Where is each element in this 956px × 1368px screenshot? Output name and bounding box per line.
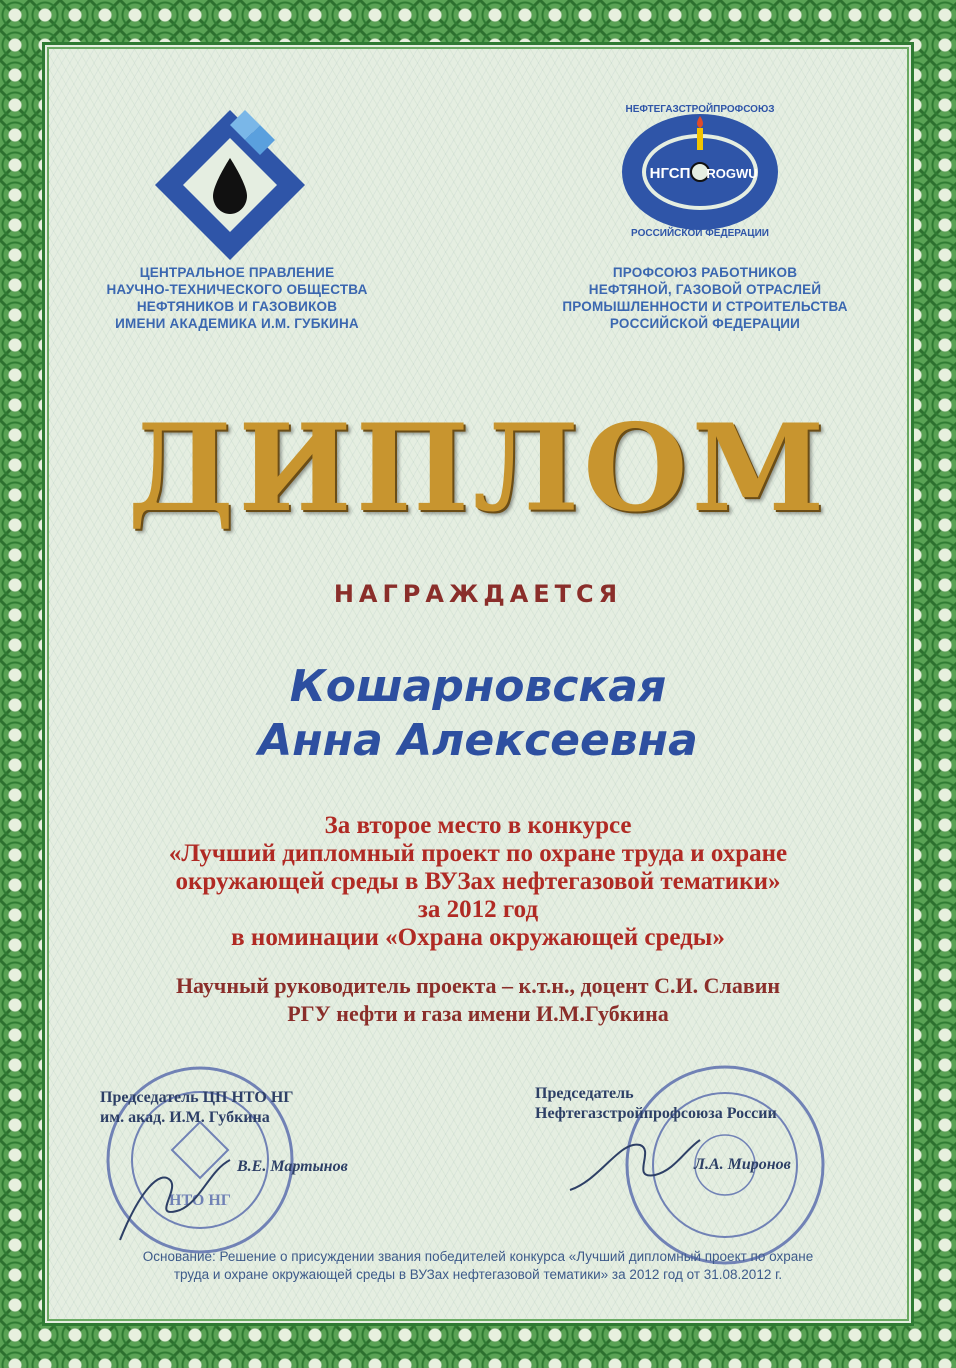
org-right-line: ПРОФСОЮЗ РАБОТНИКОВ xyxy=(612,265,798,280)
recipient-name xyxy=(0,660,956,768)
signatory-left xyxy=(100,1088,400,1128)
signatory-right xyxy=(535,1084,875,1124)
basis-note xyxy=(60,1248,896,1284)
org-left-line: ИМЕНИ АКАДЕМИКА И.М. ГУБКИНА xyxy=(115,316,359,331)
nto-ng-logo-icon xyxy=(145,100,315,270)
org-right-line: РОССИЙСКОЙ ФЕДЕРАЦИИ xyxy=(609,316,801,331)
org-left-name xyxy=(72,264,402,332)
basis-line: труда и охране окружающей среды в ВУЗах нефтегазовой тематики» за 2012 год от 31.08.2012 г. xyxy=(173,1267,783,1282)
signatory-right-name: Л.А. Миронов xyxy=(694,1156,791,1173)
org-left-line: НЕФТЯНИКОВ И ГАЗОВИКОВ xyxy=(136,299,338,314)
org-left-line: ЦЕНТРАЛЬНОЕ ПРАВЛЕНИЕ xyxy=(139,265,335,280)
award-reason xyxy=(60,812,896,952)
logo-ngsp-text: НГСП xyxy=(649,165,691,182)
supervisor-line: Научный руководитель проекта – к.т.н., доцент С.И. Славин xyxy=(175,973,781,998)
org-right-name xyxy=(520,264,890,332)
logo-rogwu-text: ROGWU xyxy=(706,166,758,181)
right-signature-icon xyxy=(560,1120,710,1210)
reason-line: за 2012 год xyxy=(417,896,539,923)
project-supervisor xyxy=(60,972,896,1028)
diploma-title: ДИПЛОМ xyxy=(127,398,829,539)
awarded-heading: НАГРАЖДАЕТСЯ xyxy=(333,580,623,608)
supervisor-line: РГУ нефти и газа имени И.М.Губкина xyxy=(287,1001,669,1026)
recipient-given-name: Анна Алексеевна xyxy=(258,715,698,766)
signatory-left-name: В.Е. Мартынов xyxy=(237,1158,348,1175)
reason-line: «Лучший дипломный проект по охране труда и охране xyxy=(168,840,788,867)
signatory-right-line: Нефтегазстройпрофсоюза России xyxy=(535,1105,777,1122)
logo-bottom-text: РОССИЙСКОЙ ФЕДЕРАЦИИ xyxy=(631,228,769,239)
org-left-line: НАУЧНО-ТЕХНИЧЕСКОГО ОБЩЕСТВА xyxy=(106,282,368,297)
stamp-text: НТО НГ xyxy=(169,1192,231,1209)
left-signature-icon xyxy=(110,1150,250,1250)
signatory-right-line: Председатель xyxy=(535,1085,634,1102)
reason-line: окружающей среды в ВУЗах нефтегазовой тематики» xyxy=(175,868,781,895)
logo-top-text: НЕФТЕГАЗСТРОЙПРОФСОЮЗ xyxy=(625,104,775,115)
recipient-surname: Кошарновская xyxy=(289,661,667,712)
basis-line: Основание: Решение о присуждении звания победителей конкурса «Лучший дипломный проект по охране xyxy=(142,1249,814,1264)
reason-line: в номинации «Охрана окружающей среды» xyxy=(231,924,725,951)
reason-line: За второе место в конкурсе xyxy=(324,812,632,839)
ngsp-rogwu-logo-icon xyxy=(610,90,790,240)
org-right-line: НЕФТЯНОЙ, ГАЗОВОЙ ОТРАСЛЕЙ xyxy=(588,282,822,297)
signatory-left-line: им. акад. И.М. Губкина xyxy=(100,1109,270,1126)
org-right-line: ПРОМЫШЛЕННОСТИ И СТРОИТЕЛЬСТВА xyxy=(562,299,848,314)
signatory-left-line: Председатель ЦП НТО НГ xyxy=(100,1089,294,1106)
